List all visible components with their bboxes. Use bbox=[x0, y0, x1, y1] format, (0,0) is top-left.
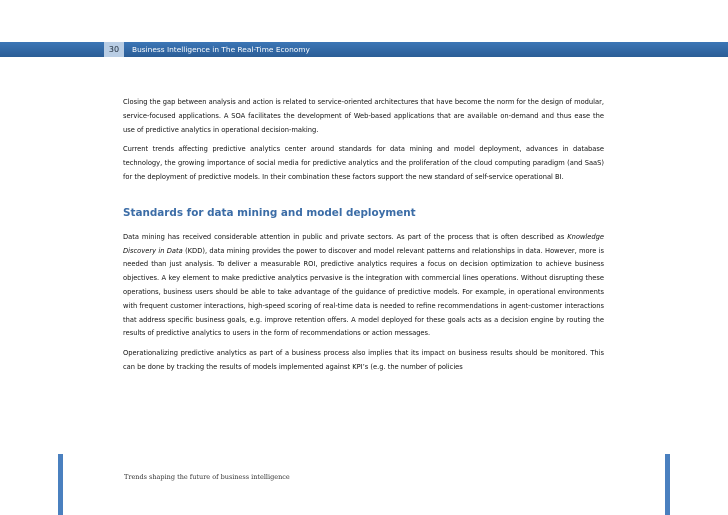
footer-text: Trends shaping the future of business intelligence bbox=[124, 473, 290, 481]
paragraph: Operationalizing predictive analytics as part of a business process also implies that its impact on business results should be monitored. This can be done by tracking the results of models implemented against KPI’s (e.g. the number of policies bbox=[123, 349, 604, 371]
footer-frame bbox=[58, 454, 670, 515]
paragraph-text: Data mining has received considerable attention in public and private sectors. As part of the process that is often described as bbox=[123, 232, 568, 241]
section-heading: Standards for data mining and model deployment bbox=[123, 206, 416, 219]
page-number: 30 bbox=[104, 42, 124, 57]
paragraph bbox=[123, 231, 604, 341]
running-header-title: Business Intelligence in The Real-Time Economy bbox=[132, 45, 310, 54]
paragraph-text: (KDD), data mining provides the power to discover and model relevant patterns and relationships in data. However, more is needed than just analysis. To deliver a measurable ROI, predictive analytics requires a focus on decision optimization to achieve business objectives. A key element to make predictive analytics pervasive is the integration with commercial lines operations. Without disrupting these operations, business users should be able to take advantage of the guidance of predictive models. For example, in operational environments with frequent customer interactions, high-speed scoring of real-time data is needed to refine recommendations in agent-customer interactions that address specific business goals, e.g. improve retention offers. A model deployed for these goals acts as a decision engine by routing the results of predictive analytics to users in the form of recommendations or action messages. bbox=[123, 246, 605, 338]
paragraph: Current trends affecting predictive analytics center around standards for data mining and model deployment, advances in database technology, the growing importance of social media for predictive analytics and the proliferation of the cloud computing paradigm (and SaaS) for the deployment of predictive models. In their combination these factors support the new standard of self-service operational BI. bbox=[123, 145, 604, 181]
emphasized-term: Knowledge Discovery in Data bbox=[123, 232, 604, 255]
page-body bbox=[123, 96, 604, 381]
paragraph: Closing the gap between analysis and action is related to service-oriented architectures that have become the norm for the design of modular, service-focused applications. A SOA facilitates the development of Web-based applications that are available on-demand and thus ease the use of predictive analytics in operational decision-making. bbox=[123, 98, 604, 134]
